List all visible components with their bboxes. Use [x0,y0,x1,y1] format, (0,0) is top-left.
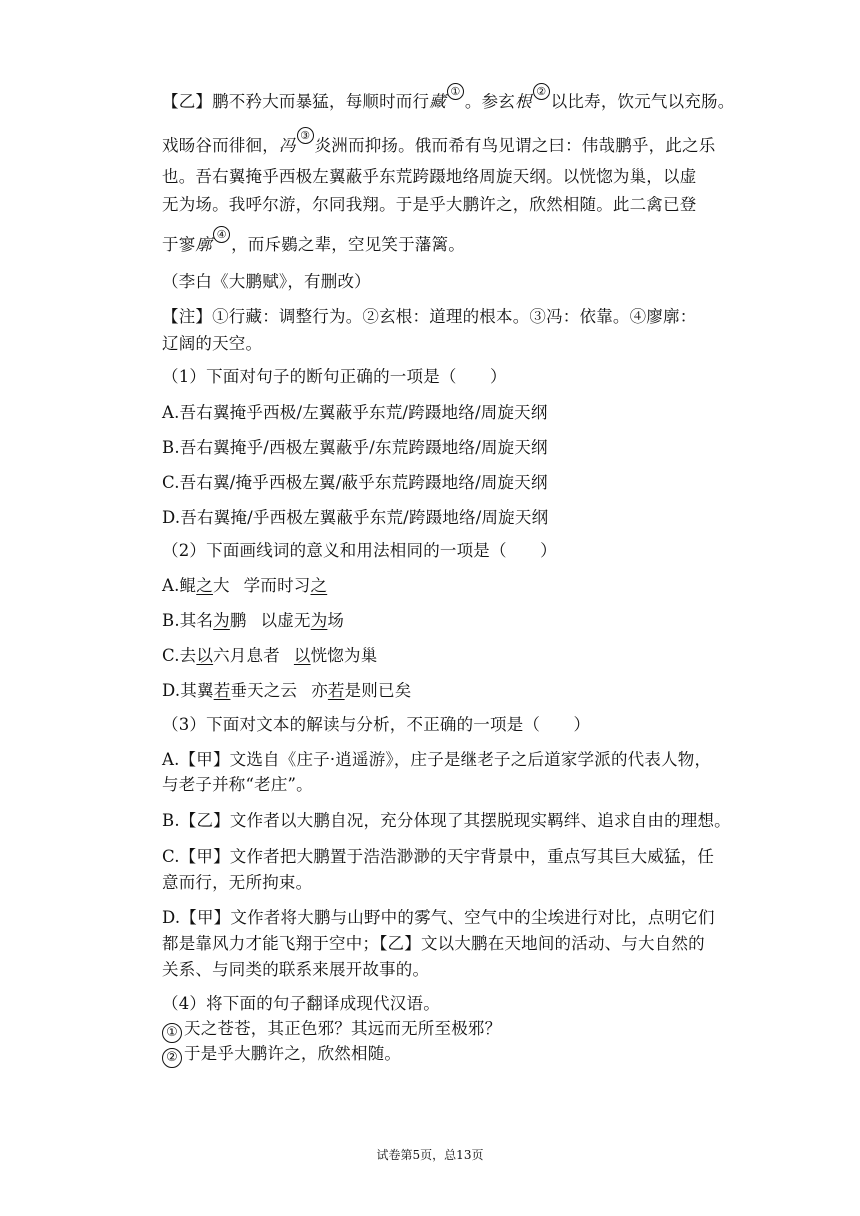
question-3-option-c-line-2: 意而行，无所拘束。 [162,873,313,892]
question-3-option-a-line-1: A.【甲】文选自《庄子·逍遥游》，庄子是继老子之后道家学派的代表人物， [162,750,712,769]
option-text: 六月息者 [213,646,280,665]
option-text: C.去 [162,646,197,665]
option-text: A.鲲 [162,576,197,595]
underlined-word: 之 [196,576,213,595]
question-3-option-d-line-2: 都是靠风力才能飞翔于空中；【乙】文以大鹏在天地间的活动、与大自然的 [162,934,705,953]
passage-text: 。参玄 [464,92,516,111]
footnote-marker: ④ [213,226,230,243]
question-3-stem: （3）下面对文本的解读与分析，不正确的一项是（ ） [162,715,591,734]
option-text: 亦 [311,681,328,700]
question-2-option-c [162,642,377,666]
notes-line-2: 辽阔的天空。 [162,334,263,353]
circled-number: ① [162,1023,182,1043]
option-text: 场 [327,611,345,630]
question-1-option-c: C.吾右翼/掩乎西极左翼/蔽乎东荒跨蹑地络/周旋天纲 [162,473,548,492]
passage-source: （李白《大鹏赋》，有删改） [162,272,371,291]
underlined-word: 若 [213,681,231,700]
question-4-stem: （4）将下面的句子翻译成现代汉语。 [162,994,440,1013]
question-3-option-a-line-2: 与老子并称“老庄”。 [162,775,313,794]
sentence-text: 于是乎大鹏许之，欣然相随。 [184,1044,402,1063]
underlined-word: 若 [327,681,345,700]
passage-line-3: 也。吾右翼掩乎西极左翼蔽乎东荒跨蹑地络周旋天纲。以恍惚为巢，以虚 [162,167,697,186]
option-text: 垂天之云 [230,681,298,700]
question-4-sentence-1 [162,1015,501,1043]
underlined-word: 为 [310,611,328,630]
passage-line-4: 无为场。我呼尔游，尔同我翔。于是乎大鹏许之，欣然相随。此二禽已登 [162,195,697,214]
question-3-option-d-line-3: 关系、与同类的联系来展开故事的。 [162,960,430,979]
passage-text: 戏旸谷而徘徊， [162,136,279,155]
footnote-marker: ① [447,83,464,100]
question-1-option-b: B.吾右翼掩乎/西极左翼蔽乎/东荒跨蹑地络/周旋天纲 [162,438,548,457]
option-text: 恍惚为巢 [310,646,378,665]
underlined-word: 以 [293,646,311,665]
footnote-marker: ③ [297,127,314,144]
option-text: 是则已矣 [344,681,412,700]
option-text: 大 [212,576,230,595]
footnote-marker: ② [533,83,550,100]
question-2-stem: （2）下面画线词的意义和用法相同的一项是（ ） [162,541,557,560]
passage-text: ，而斥鷃之辈，空见笑于藩篱。 [231,235,465,254]
sentence-text: 天之苍苍，其正色邪？其远而无所至极邪？ [184,1019,502,1038]
question-1-option-a: A.吾右翼掩乎西极/左翼蔽乎东荒/跨蹑地络/周旋天纲 [162,403,548,422]
option-text: D.其翼 [162,681,214,700]
annotated-word: 根 [515,92,532,111]
question-3-option-b: B.【乙】文作者以大鹏自况，充分体现了其摆脱现实羁绊、追求自由的理想。 [162,811,731,830]
option-text: B.其名 [162,611,214,630]
question-2-option-a [162,572,327,596]
notes-line-1: 【注】①行藏：调整行为。②玄根：道理的根本。③冯：依靠。④廖廓： [162,307,697,326]
circled-number: ② [162,1048,182,1068]
passage-line-1 [162,85,735,112]
annotated-word: 藏 [429,92,446,111]
passage-line-2 [162,129,716,156]
option-text: 学而时习 [243,576,311,595]
passage-text: 于寥 [162,235,196,254]
page-footer: 试卷第5页，总13页 [376,1148,484,1162]
question-3-option-d-line-1: D.【甲】文作者将大鹏与山野中的雾气、空气中的尘埃进行对比，点明它们 [162,908,715,927]
question-4-sentence-2 [162,1040,401,1068]
option-text: 以虚无 [260,611,311,630]
question-1-stem: （1）下面对句子的断句正确的一项是（ ） [162,367,507,386]
annotated-word: 廓 [195,235,213,254]
passage-line-5 [162,228,465,255]
question-2-option-b [162,607,344,631]
underlined-word: 之 [310,576,328,595]
question-3-option-c-line-1: C.【甲】文作者把大鹏置于浩浩渺渺的天宇背景中，重点写其巨大威猛，任 [162,847,715,866]
annotated-word: 冯 [278,136,296,155]
underlined-word: 以 [196,646,214,665]
underlined-word: 为 [213,611,230,630]
passage-text: 炎洲而抑扬。俄而希有鸟见谓之曰：伟哉鹏乎，此之乐 [314,136,716,155]
question-1-option-d: D.吾右翼掩/乎西极左翼蔽乎东荒/跨蹑地络/周旋天纲 [162,508,549,527]
option-text: 鹏 [229,611,247,630]
question-2-option-d [162,677,411,701]
passage-text: 【乙】鹏不矜大而暴猛，每顺时而行 [162,92,430,111]
passage-text: 以比寿，饮元气以充肠。 [550,92,735,111]
